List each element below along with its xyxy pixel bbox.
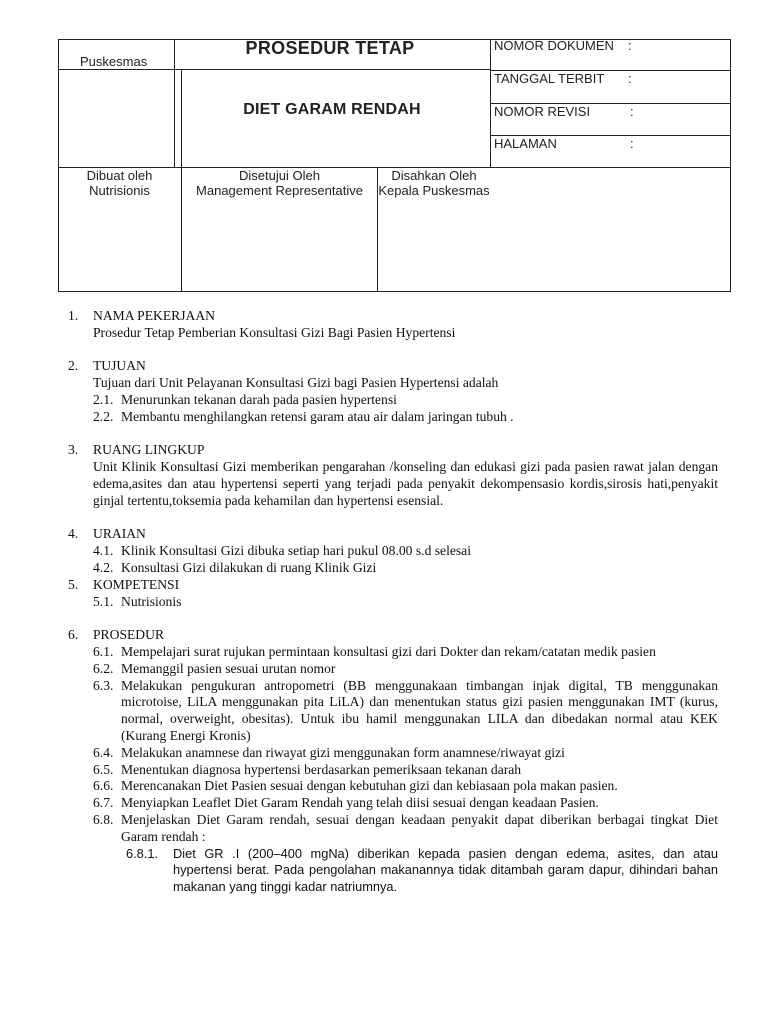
item-text: Konsultasi Gizi dilakukan di ruang Klinik Gizi	[121, 559, 377, 575]
table-line-puskesmas	[58, 69, 490, 70]
doc-title: DIET GARAM RENDAH	[243, 101, 421, 118]
list-item	[93, 661, 718, 678]
item-number: 2.1.	[93, 391, 114, 407]
meta-value-nomor-dokumen: :	[628, 38, 632, 53]
sig-name-disetujui: Management Representative	[196, 183, 363, 198]
item-number: 6.6.	[93, 778, 114, 794]
section-title: PROSEDUR	[93, 627, 165, 643]
list-item	[93, 644, 718, 661]
meta-label-nomor-revisi: NOMOR REVISI	[494, 104, 591, 119]
section-text: Unit Klinik Konsultasi Gizi memberikan pengarahan /konseling dan edukasi gizi pada pasien rawat jalan dengan edema,asites dan atau hypertensi seperti yang terjadi pada penyakit dekompensasio kordis,sirosis hati,penyakit ginjal tertentu,toksemia pada kehamilan dan hypertensi esensial.	[93, 459, 718, 508]
sig-role-disetujui: Disetujui Oleh	[239, 168, 320, 183]
item-number: 6.5.	[93, 761, 114, 777]
item-number: 6.3.	[93, 677, 114, 693]
document-body	[68, 308, 718, 896]
item-text: Melakukan pengukuran antropometri (BB menggunakaan timbangan injak digital, TB menggunakan microtoise, LiLA menggunakan pita LiLA) dan menentukan status gizi pasien menggunakan IMT (kurus, normal, overweight, obesitas). Untuk ibu hamil menggunakan LILA dan dibedakan normal atau KEK (Kurang Energi Kronis)	[121, 677, 718, 743]
list-item	[93, 560, 718, 577]
meta-value-halaman: :	[630, 136, 634, 151]
section-number: 4.	[68, 526, 79, 542]
section-uraian	[68, 526, 718, 576]
section-title: URAIAN	[93, 526, 146, 542]
item-text: Melakukan anamnese dan riwayat gizi menggunakan form anamnese/riwayat gizi	[121, 744, 565, 760]
meta-label-halaman: HALAMAN	[494, 136, 557, 151]
item-text: Klinik Konsultasi Gizi dibuka setiap hari pukul 08.00 s.d selesai	[121, 543, 471, 559]
section-title: NAMA PEKERJAAN	[93, 308, 215, 323]
section-number: 5.	[68, 576, 79, 592]
item-number: 5.1.	[93, 593, 114, 609]
sig-role-dibuat: Dibuat oleh	[86, 168, 153, 183]
doc-type-title: PROSEDUR TETAP	[245, 38, 415, 58]
meta-value-nomor-revisi: :	[630, 104, 634, 119]
section-text: Prosedur Tetap Pemberian Konsultasi Gizi Bagi Pasien Hypertensi	[93, 324, 456, 340]
sub-list-item	[93, 846, 718, 896]
list-item	[93, 795, 718, 812]
section-prosedur	[68, 627, 718, 896]
meta-value-tanggal-terbit: :	[628, 71, 632, 86]
meta-label-tanggal-terbit: TANGGAL TERBIT	[494, 71, 605, 86]
item-text: Nutrisionis	[121, 593, 182, 609]
institution-label: Puskesmas	[80, 54, 148, 69]
section-number: 6.	[68, 627, 79, 643]
sig-role-disahkan: Disahkan Oleh	[391, 168, 477, 183]
item-text: Menjelaskan Diet Garam rendah, sesuai dengan keadaan penyakit dapat diberikan berbagai tingkat Diet Garam rendah :	[121, 811, 718, 844]
item-number: 2.2.	[93, 408, 114, 424]
section-nama-pekerjaan	[68, 308, 718, 342]
item-text: Merencanakan Diet Pasien sesuai dengan kebutuhan gizi dan kebiasaan pola makan pasien.	[121, 778, 618, 794]
table-border-right	[730, 39, 731, 292]
list-item	[93, 543, 718, 560]
item-text: Mempelajari surat rujukan permintaan konsultasi gizi dari Dokter dan rekam/catatan medik pasien	[121, 643, 656, 659]
item-number: 6.2.	[93, 660, 114, 676]
item-number: 6.8.	[93, 811, 114, 827]
section-number: 1.	[68, 308, 79, 323]
list-item	[93, 745, 718, 762]
list-item	[93, 594, 718, 611]
sig-name-dibuat: Nutrisionis	[89, 183, 150, 198]
list-item	[93, 762, 718, 779]
table-border-bottom	[58, 291, 730, 292]
section-title: TUJUAN	[93, 358, 146, 374]
section-kompetensi	[68, 577, 718, 611]
list-item	[93, 778, 718, 795]
list-item	[93, 678, 718, 745]
item-text: Membantu menghilangkan retensi garam atau air dalam jaringan tubuh .	[121, 408, 514, 424]
item-text: Menentukan diagnosa hypertensi berdasarkan pemeriksaan tekanan darah	[121, 761, 522, 777]
section-tujuan	[68, 358, 718, 425]
list-item	[93, 812, 718, 846]
item-number: 6.1.	[93, 643, 114, 659]
section-ruang-lingkup	[68, 442, 718, 509]
meta-label-nomor-dokumen: NOMOR DOKUMEN	[494, 38, 614, 53]
list-item	[93, 392, 718, 409]
item-number: 6.7.	[93, 795, 114, 811]
item-text: Menyiapkan Leaflet Diet Garam Rendah yang telah diisi sesuai dengan keadaan Pasien.	[121, 795, 599, 811]
section-number: 2.	[68, 358, 79, 374]
table-line-v1	[174, 39, 175, 168]
item-text: Menurunkan tekanan darah pada pasien hypertensi	[121, 391, 397, 407]
section-title: RUANG LINGKUP	[93, 442, 205, 458]
item-number: 4.2.	[93, 559, 114, 575]
item-text: Memanggil pasien sesuai urutan nomor	[121, 660, 336, 676]
item-number: 6.8.1.	[126, 845, 159, 861]
item-number: 4.1.	[93, 543, 114, 559]
section-number: 3.	[68, 442, 79, 458]
item-number: 6.4.	[93, 744, 114, 760]
section-intro: Tujuan dari Unit Pelayanan Konsultasi Gizi bagi Pasien Hypertensi adalah	[93, 375, 499, 391]
item-text: Diet GR .I (200–400 mgNa) diberikan kepada pasien dengan edema, asites, dan atau hypertensi berat. Pada pengolahan makanannya tidak ditambah garam dapur, dihindari bahan makanan yang tinggi kadar natriumnya.	[173, 845, 718, 895]
list-item	[93, 409, 718, 426]
table-border-left	[58, 39, 59, 292]
section-title: KOMPETENSI	[93, 576, 180, 592]
sig-name-disahkan: Kepala Puskesmas	[378, 183, 490, 198]
table-line-v4	[490, 39, 491, 168]
